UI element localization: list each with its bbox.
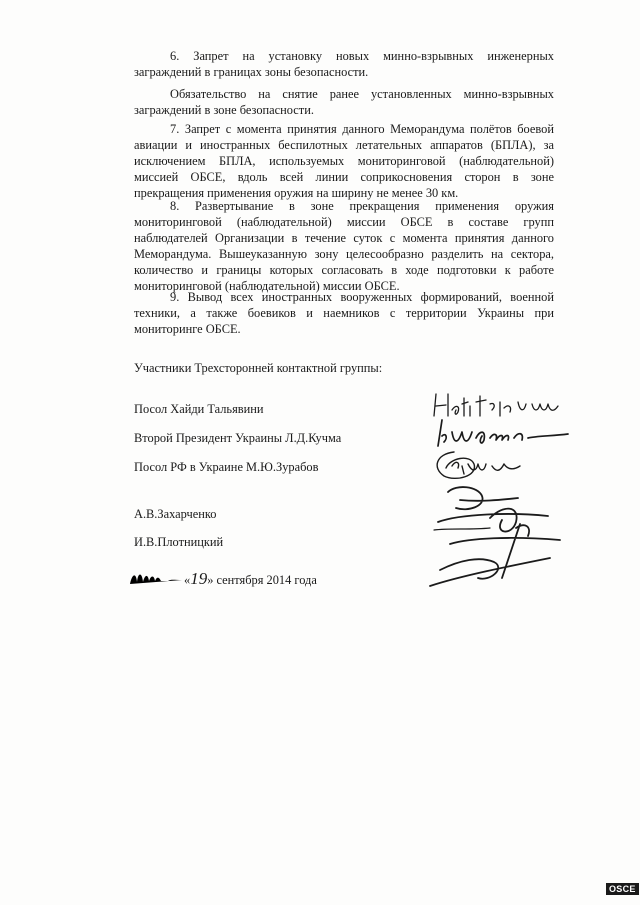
paragraph-6-line-1: 6. Запрет на установку новых минно-взрывных инженерных [170,49,554,63]
signatory-zakharchenko: А.В.Захарченко [134,507,217,521]
osce-watermark: OSCE [606,883,639,895]
signature-zakharchenko-plotnitsky [420,478,570,598]
participants-heading: Участники Трехсторонней контактной группы: [134,361,383,375]
signatory-zurabov: Посол РФ в Украине М.Ю.Зурабов [134,460,319,474]
date-close-quote: » [207,573,214,587]
paragraph-6b-line-1: Обязательство на снятие ранее установленных минно-взрывных [170,87,554,101]
paragraph-8-line-2: мониторинговой (наблюдательной) миссии ОБСЕ в составе групп [134,215,554,229]
paragraph-7-line-4: миссией ОБСЕ, вдоль всей линии соприкосновения сторон в зоне [134,170,554,184]
signatory-kuchma: Второй Президент Украины Л.Д.Кучма [134,431,342,445]
paragraph-7-line-3: исключением БПЛА, используемых мониторинговой (наблюдательной) [134,154,554,168]
paragraph-6-line-2: заграждений в границах зоны безопасности. [134,65,369,79]
paragraph-6 [134,48,554,80]
paragraph-7-line-5: прекращения применения оружия на ширину не менее 30 км. [134,186,459,200]
paragraph-7 [134,121,554,201]
paragraph-8 [134,198,554,294]
date-day: 19 [190,569,208,588]
paragraph-7-line-1: 7. Запрет с момента принятия данного Меморандума полётов боевой [170,122,554,136]
date-rest: сентября 2014 года [216,573,317,587]
paragraph-9-line-3: мониторинге ОБСЕ. [134,322,241,336]
paragraph-8-line-4: Меморандума. Вышеуказанную зону целесообразно разделить на сектора, [134,247,554,261]
paragraph-6-obligation [134,86,554,118]
initials-signature [128,566,184,592]
paragraph-8-line-6: мониторинговой (наблюдательной) миссии ОБСЕ. [134,279,400,293]
paragraph-8-line-3: наблюдателей Организации в течение суток с момента принятия данного [134,231,554,245]
paragraph-7-line-2: авиации и иностранных беспилотных летательных аппаратов (БПЛА), за [134,138,554,152]
date-line [128,566,317,592]
paragraph-6b-line-2: заграждений в зоне безопасности. [134,103,314,117]
paragraph-9 [134,289,554,337]
paragraph-9-line-1: 9. Вывод всех иностранных вооруженных формирований, военной [170,290,554,304]
signatory-plotnitsky: И.В.Плотницкий [134,535,224,549]
paragraph-8-line-5: количество и границы которых согласовать в ходе подготовки к работе [134,263,554,277]
signatory-tagliavini: Посол Хайди Тальявини [134,402,264,416]
paragraph-8-line-1: 8. Развертывание в зоне прекращения применения оружия [170,199,554,213]
paragraph-9-line-2: техники, а также боевиков и наемников с территории Украины при [134,306,554,320]
date-open-quote: « [184,573,191,587]
